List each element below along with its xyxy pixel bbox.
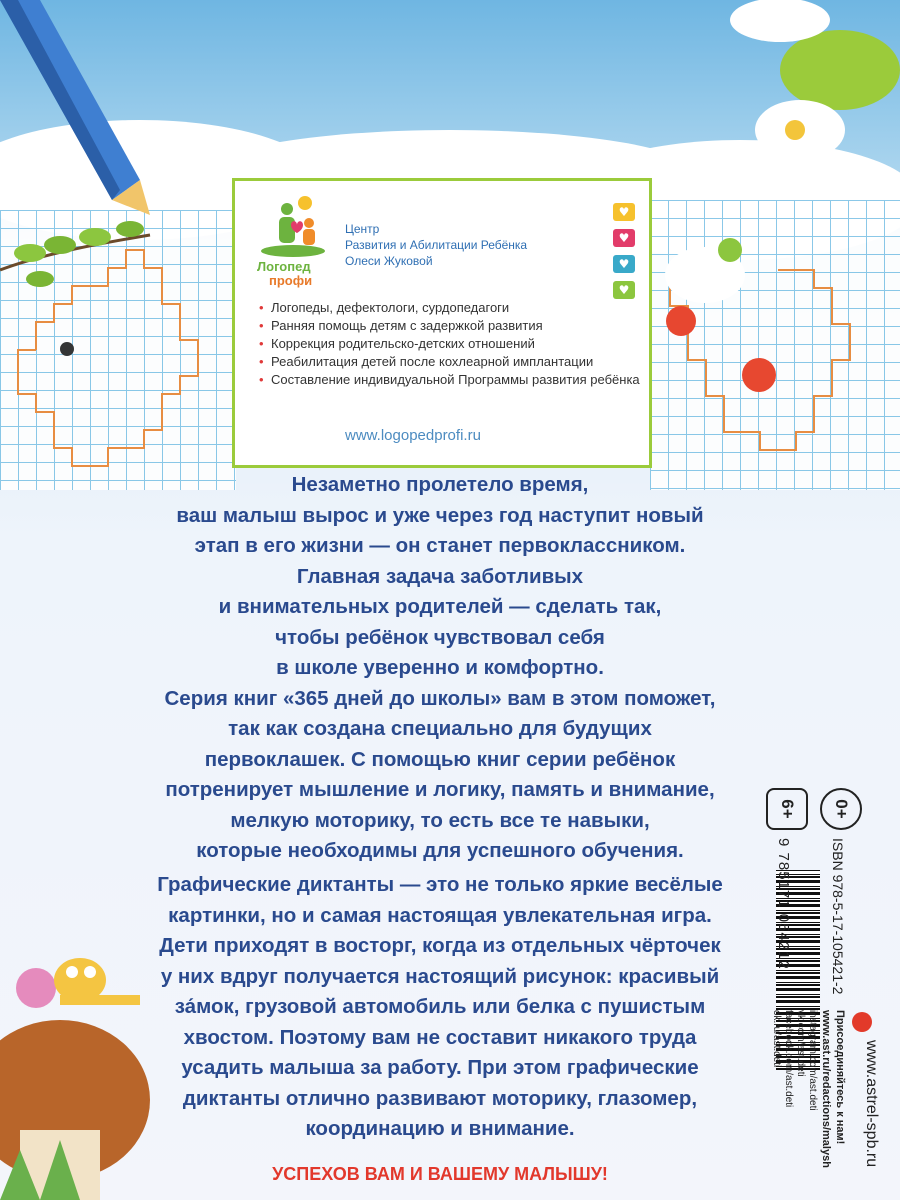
- text-line: картинки, но и самая настоящая увлекательная игра.: [168, 903, 712, 927]
- isbn-text: ISBN 978-5-17-105421-2: [830, 838, 846, 995]
- text-line: диктанты отлично развивают моторику, глазомер,: [182, 1086, 698, 1110]
- text-line: мелкую моторику, то есть все те навыки,: [230, 808, 650, 832]
- age-rating-badge-0: [820, 788, 862, 830]
- service-item: • Коррекция родительско-детских отношений: [259, 335, 649, 353]
- pencil-illustration: [0, 0, 150, 220]
- text-line: потренирует мышление и логику, память и внимание,: [165, 778, 715, 801]
- social-facebook-link[interactable]: facebook.com/ast.deti: [783, 1010, 794, 1108]
- text-line: Серия книг «365 дней до школы» вам в этом поможет,: [164, 686, 716, 710]
- services-list: [259, 299, 649, 389]
- heart-icon: ♥: [613, 203, 635, 221]
- logo-text-bottom: профи: [269, 273, 313, 288]
- text-line: координацию и внимание.: [305, 1117, 575, 1140]
- dictation-paragraph: [130, 870, 750, 1145]
- text-line: ваш малыш вырос и уже через год наступит новый: [176, 503, 704, 527]
- social-instagram-link[interactable]: instagram.com/ast.deti: [807, 1010, 818, 1111]
- heart-icon: ♥: [613, 281, 635, 299]
- center-title-line-2: Развития и Абилитации Ребёнка: [345, 238, 528, 252]
- service-item: • Составление индивидуальной Программы развития ребёнка: [259, 371, 649, 389]
- text-line: первоклашек. С помощью книг серии ребёнок: [204, 747, 676, 771]
- text-line: Графические диктанты — это не только яркие весёлые: [157, 873, 723, 896]
- barcode-digits: 9 785171 054212: [775, 838, 792, 970]
- intro-paragraph: [130, 470, 750, 867]
- center-title: [345, 221, 527, 269]
- service-item: • Ранняя помощь детям с задержкой развития: [259, 317, 649, 335]
- flower-illustration: [670, 0, 900, 240]
- footer-slogan: УСПЕХОВ ВАМ И ВАШЕМУ МАЛЫШУ!: [272, 1164, 608, 1184]
- text-line: так как создана специально для будущих: [228, 717, 652, 740]
- publisher-site-link[interactable]: www.astrel-spb.ru: [863, 1040, 880, 1168]
- logoped-profi-card: [232, 178, 652, 468]
- text-line: Главная задача заботливых: [296, 564, 584, 588]
- text-line: которые необходимы для успешного обучения.: [196, 839, 684, 862]
- social-title: Присоединяйтесь к нам!: [834, 1010, 846, 1145]
- social-vk-link[interactable]: vk.com/ast.deti: [795, 1010, 806, 1077]
- logo-text-top: Логопед: [257, 259, 311, 274]
- text-line: Дети приходят в восторг, когда из отдельных чёрточек: [159, 934, 721, 957]
- text-line: у них вдруг получается настоящий рисунок: красивый: [160, 964, 720, 988]
- heart-icon: ♥: [613, 255, 635, 273]
- social-ok-link[interactable]: ok.ru/ast.deti: [771, 1010, 782, 1068]
- age-rating-text: 6+: [778, 799, 797, 819]
- age-rating-badge-6: [766, 788, 808, 830]
- text-line: усадить малыша за работу. При этом графические: [181, 1056, 699, 1079]
- apple-icon: [742, 358, 776, 392]
- text-line: Незаметно пролетело время,: [291, 473, 589, 496]
- text-line: хвостом. Поэтому вам не составит никакого труда: [183, 1025, 697, 1049]
- text-line: за́мок, грузовой автомобиль или белка с пушистым: [174, 995, 706, 1018]
- heart-icon: ♥: [613, 229, 635, 247]
- social-redaction-link[interactable]: www.ast.ru/redactions/malysh: [820, 1010, 832, 1168]
- text-line: в школе уверенно и комфортно.: [276, 656, 604, 679]
- flower-illustration: [660, 230, 770, 320]
- text-line: этап в его жизни — он станет первоклассником.: [194, 534, 686, 557]
- service-item: • Логопеды, дефектологи, сурдопедагоги: [259, 299, 649, 317]
- service-item: • Реабилитация детей после кохлеарной имплантации: [259, 353, 649, 371]
- center-title-line-3: Олеси Жуковой: [345, 254, 433, 268]
- leafy-branch-illustration: [0, 215, 160, 305]
- heart-icons-column: [613, 203, 637, 307]
- center-title-line-1: Центр: [345, 222, 380, 236]
- text-line: чтобы ребёнок чувствовал себя: [275, 625, 605, 649]
- snail-eye-icon: [60, 342, 74, 356]
- website-link[interactable]: www.logopedprofi.ru: [345, 427, 481, 444]
- age-rating-text: 0+: [832, 799, 851, 819]
- text-line: и внимательных родителей — сделать так,: [218, 595, 662, 618]
- publisher-logo-icon: [852, 1012, 872, 1032]
